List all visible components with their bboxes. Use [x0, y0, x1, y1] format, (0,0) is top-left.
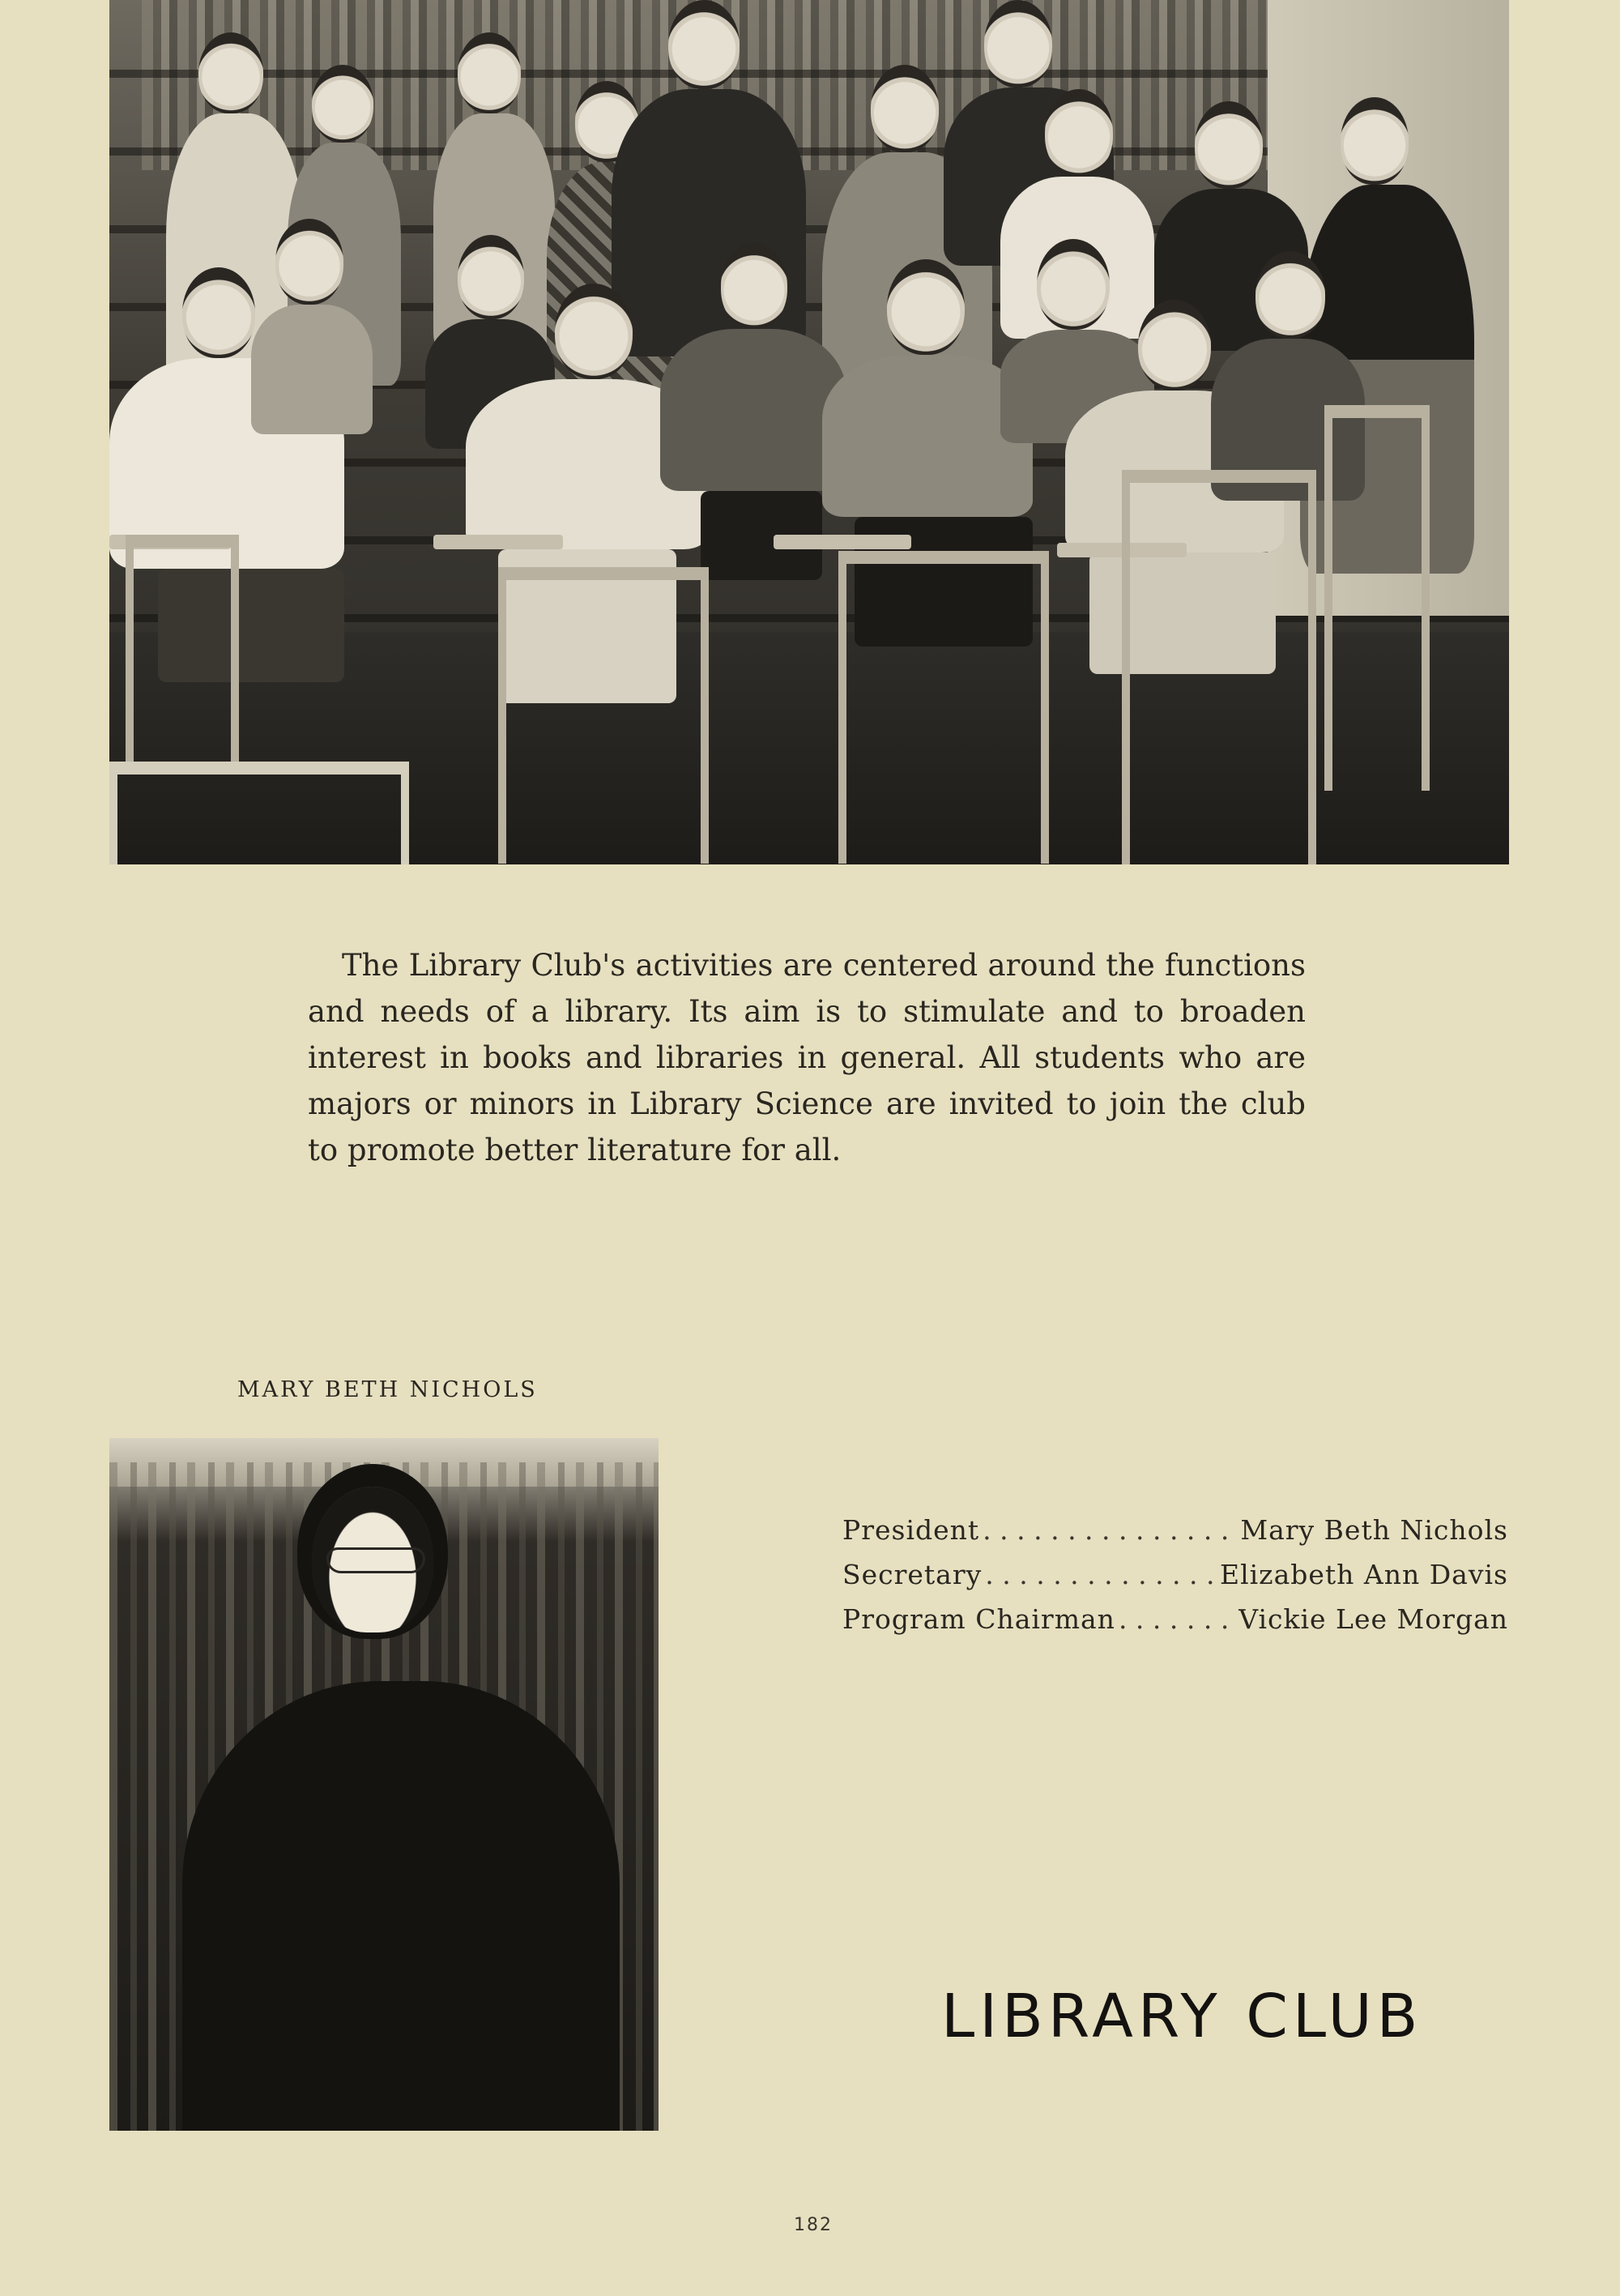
- officer-name: Elizabeth Ann Davis: [1219, 1559, 1508, 1590]
- portrait-photo: [109, 1438, 659, 2131]
- officer-row: [842, 1603, 1508, 1648]
- portrait-caption: MARY BETH NICHOLS: [237, 1377, 538, 1402]
- dot-leader: [985, 1559, 1217, 1590]
- chair-desk: [774, 535, 911, 549]
- portrait-subject-body: [182, 1681, 620, 2131]
- officer-row: [842, 1514, 1508, 1559]
- officer-row: [842, 1559, 1508, 1603]
- chair: [838, 551, 1049, 864]
- officer-role: Program Chairman: [842, 1603, 1115, 1635]
- chair: [109, 762, 409, 864]
- page-number: 182: [794, 2215, 833, 2235]
- officers-list: [842, 1514, 1508, 1648]
- intro-paragraph: The Library Club's activities are centered around the functions and needs of a library. Its aim is to stimulate and to broaden interest in books and libraries in general. All students who are majors or minors in Library Science are invited to join the club to promote better literature for all.: [308, 948, 1306, 1167]
- officer-role: President: [842, 1514, 980, 1546]
- chair: [1324, 405, 1430, 791]
- dot-leader: [1119, 1603, 1235, 1635]
- group-photo: [109, 0, 1509, 864]
- eyeglasses: [326, 1547, 425, 1573]
- chair: [1122, 470, 1316, 864]
- chair: [498, 567, 709, 864]
- page-title: LIBRARY CLUB: [941, 1982, 1423, 2051]
- chair: [126, 535, 239, 775]
- officer-name: Vickie Lee Morgan: [1238, 1603, 1508, 1635]
- dot-leader: [983, 1514, 1237, 1546]
- officer-name: Mary Beth Nichols: [1240, 1514, 1508, 1546]
- chair-desk: [433, 535, 563, 549]
- officer-role: Secretary: [842, 1559, 983, 1590]
